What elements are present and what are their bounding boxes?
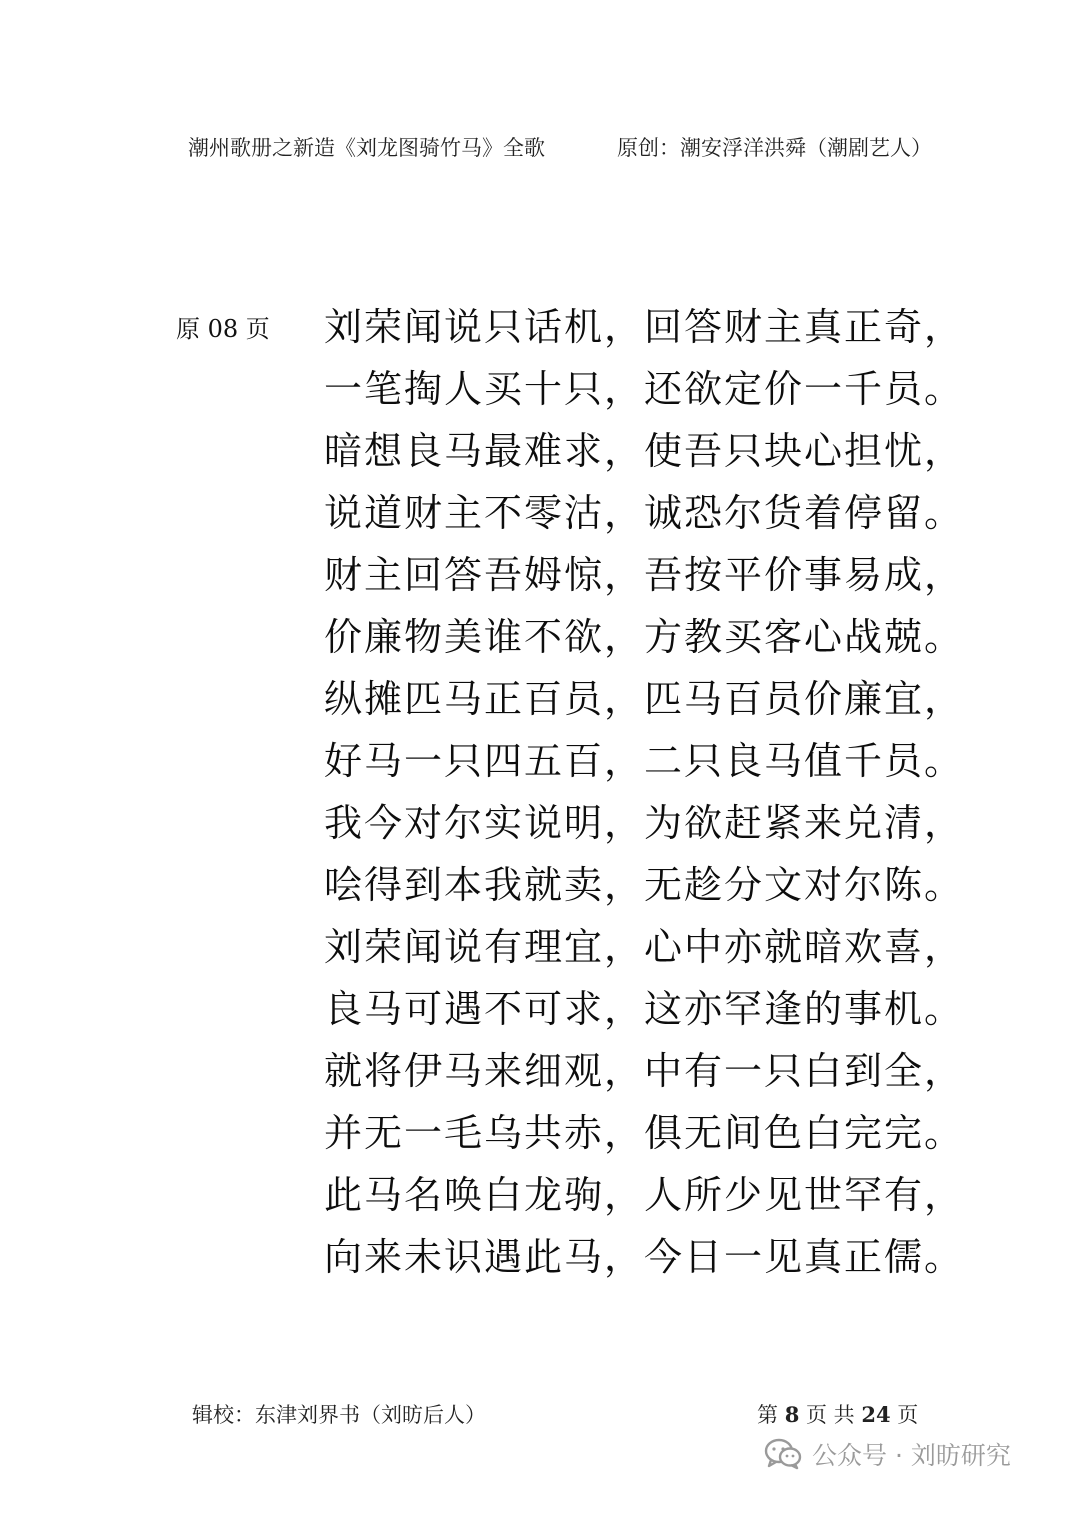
- verse-line: 财主回答吾姆惊，吾按平价事易成，: [324, 553, 965, 597]
- verse-line: 好马一只四五百，二只良马值千员。: [324, 739, 965, 783]
- verse-line: 向来未识遇此马，今日一见真正儒。: [324, 1235, 965, 1279]
- page-prefix: 第: [757, 1403, 778, 1427]
- footer-page-count: [757, 1400, 918, 1430]
- verse-line: 并无一毛乌共赤，俱无间色白完完。: [324, 1111, 965, 1155]
- verse-line: 刘荣闻说有理宜，心中亦就暗欢喜，: [324, 925, 965, 969]
- verse-line: 一笔掏人买十只，还欲定价一千员。: [324, 367, 965, 411]
- verse-line: 此马名唤白龙驹，人所少见世罕有，: [324, 1173, 965, 1217]
- verse-line: 说道财主不零沽，诚恐尔货着停留。: [324, 491, 965, 535]
- footer-editor: 辑校：东津刘界书（刘昉后人）: [192, 1403, 486, 1427]
- verse-list: [324, 296, 965, 1288]
- verse-line: 良马可遇不可求，这亦罕逢的事机。: [324, 987, 965, 1031]
- wechat-icon: [764, 1438, 802, 1470]
- page-current: 8: [784, 1402, 800, 1427]
- header-title: 潮州歌册之新造《刘龙图骑竹马》全歌: [188, 136, 545, 160]
- page-total: 24: [861, 1402, 891, 1427]
- watermark-text: 公众号 · 刘昉研究: [812, 1441, 1011, 1470]
- verse-line: 我今对尔实说明，为欲赶紧来兑清，: [324, 801, 965, 845]
- verse-line: 纵摊匹马正百员，匹马百员价廉宜，: [324, 677, 965, 721]
- header-author: 原创：潮安浮洋洪舜（潮剧艺人）: [617, 136, 932, 160]
- page-middle: 页 共: [806, 1403, 855, 1427]
- wechat-watermark: [764, 1432, 1011, 1476]
- page-suffix: 页: [897, 1403, 919, 1427]
- verse-line: 暗想良马最难求，使吾只块心担忧，: [324, 429, 965, 473]
- verse-line: 价廉物美谁不欲，方教买客心战兢。: [324, 615, 965, 659]
- verse-line: 就将伊马来细观，中有一只白到全，: [324, 1049, 965, 1093]
- original-page-marker: 原 08 页: [176, 315, 270, 343]
- verse-line: 哙得到本我就卖，无趁分文对尔陈。: [324, 863, 965, 907]
- verse-line: 刘荣闻说只话机，回答财主真正奇，: [324, 305, 965, 349]
